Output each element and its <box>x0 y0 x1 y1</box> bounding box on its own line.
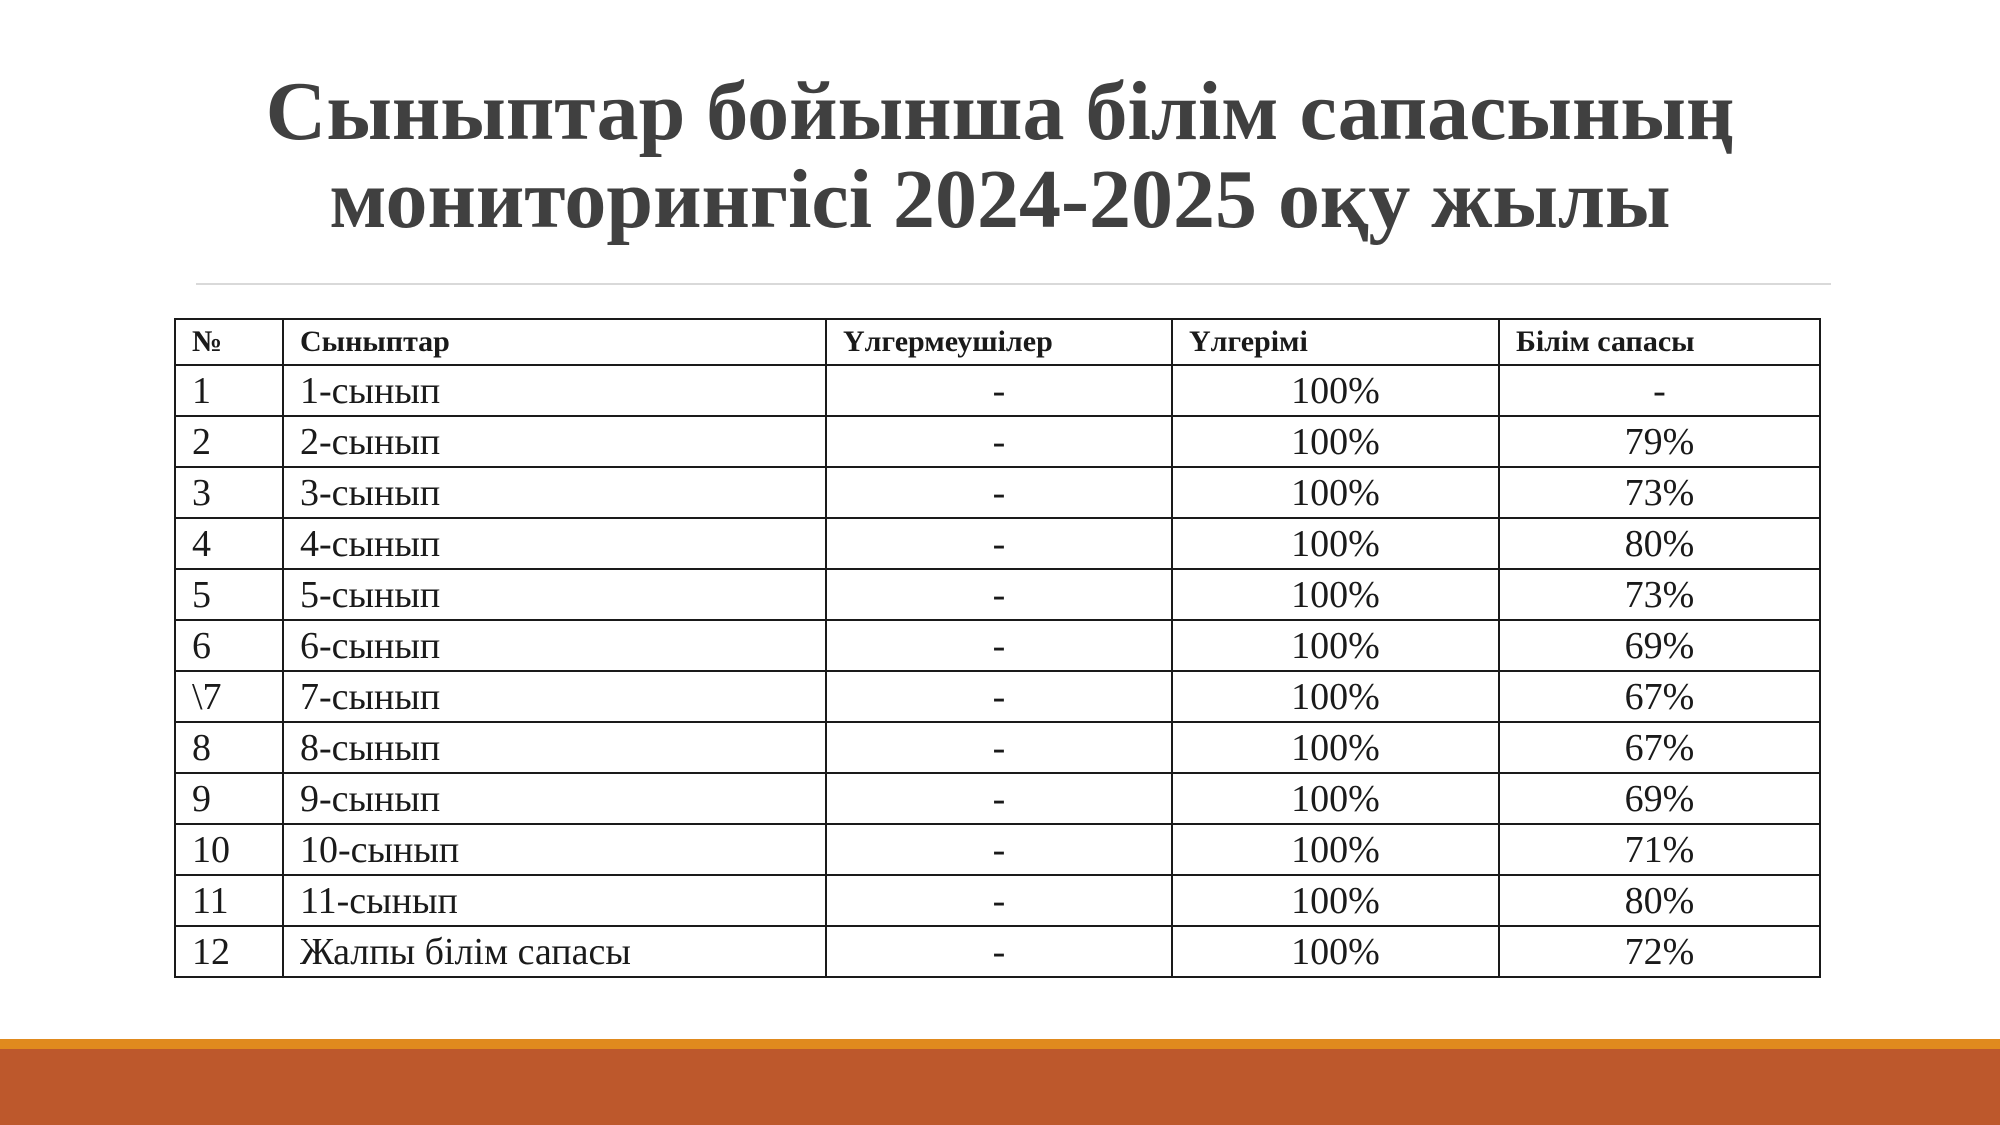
cell-number: 3 <box>175 467 283 518</box>
footer-accent-stripe <box>0 1039 2000 1049</box>
quality-monitoring-table <box>174 318 1821 978</box>
footer-band <box>0 1049 2000 1125</box>
cell-number: \7 <box>175 671 283 722</box>
title-divider <box>196 283 1831 285</box>
slide-title-line-1: Сыныптар бойынша білім сапасының <box>265 65 1735 158</box>
table-row-total <box>175 926 1820 977</box>
cell-quality: 69% <box>1499 620 1820 671</box>
cell-quality: 71% <box>1499 824 1820 875</box>
header-failing: Үлгермеушілер <box>826 319 1172 365</box>
cell-quality: 69% <box>1499 773 1820 824</box>
cell-class: 7-сынып <box>283 671 826 722</box>
cell-number: 4 <box>175 518 283 569</box>
table-row <box>175 773 1820 824</box>
cell-quality: 80% <box>1499 875 1820 926</box>
table-header-row <box>175 319 1820 365</box>
table-row <box>175 467 1820 518</box>
cell-failing: - <box>826 875 1172 926</box>
table-row <box>175 671 1820 722</box>
cell-progress: 100% <box>1172 671 1499 722</box>
cell-number: 11 <box>175 875 283 926</box>
cell-progress: 100% <box>1172 467 1499 518</box>
table-row <box>175 722 1820 773</box>
cell-failing: - <box>826 518 1172 569</box>
slide-title <box>195 65 1805 246</box>
cell-progress: 100% <box>1172 416 1499 467</box>
cell-class: 10-сынып <box>283 824 826 875</box>
cell-failing: - <box>826 569 1172 620</box>
cell-number: 6 <box>175 620 283 671</box>
cell-progress: 100% <box>1172 365 1499 416</box>
cell-quality: 67% <box>1499 671 1820 722</box>
header-classes: Сыныптар <box>283 319 826 365</box>
cell-quality: 79% <box>1499 416 1820 467</box>
cell-progress: 100% <box>1172 569 1499 620</box>
cell-class: Жалпы білім сапасы <box>283 926 826 977</box>
cell-class: 9-сынып <box>283 773 826 824</box>
cell-number: 2 <box>175 416 283 467</box>
cell-progress: 100% <box>1172 824 1499 875</box>
table-row <box>175 365 1820 416</box>
header-quality: Білім сапасы <box>1499 319 1820 365</box>
cell-failing: - <box>826 365 1172 416</box>
cell-quality: 72% <box>1499 926 1820 977</box>
cell-quality: 80% <box>1499 518 1820 569</box>
cell-quality: - <box>1499 365 1820 416</box>
cell-failing: - <box>826 926 1172 977</box>
cell-class: 1-сынып <box>283 365 826 416</box>
cell-class: 5-сынып <box>283 569 826 620</box>
header-progress: Үлгерімі <box>1172 319 1499 365</box>
cell-class: 11-сынып <box>283 875 826 926</box>
cell-number: 12 <box>175 926 283 977</box>
cell-failing: - <box>826 671 1172 722</box>
table-row <box>175 875 1820 926</box>
cell-class: 2-сынып <box>283 416 826 467</box>
table-row <box>175 416 1820 467</box>
cell-progress: 100% <box>1172 518 1499 569</box>
cell-class: 4-сынып <box>283 518 826 569</box>
cell-quality: 73% <box>1499 467 1820 518</box>
table-row <box>175 824 1820 875</box>
cell-class: 8-сынып <box>283 722 826 773</box>
cell-progress: 100% <box>1172 926 1499 977</box>
cell-class: 3-сынып <box>283 467 826 518</box>
cell-number: 1 <box>175 365 283 416</box>
cell-quality: 73% <box>1499 569 1820 620</box>
cell-number: 9 <box>175 773 283 824</box>
cell-failing: - <box>826 620 1172 671</box>
cell-failing: - <box>826 467 1172 518</box>
header-number: № <box>175 319 283 365</box>
cell-class: 6-сынып <box>283 620 826 671</box>
cell-progress: 100% <box>1172 875 1499 926</box>
cell-failing: - <box>826 824 1172 875</box>
cell-failing: - <box>826 773 1172 824</box>
cell-number: 5 <box>175 569 283 620</box>
cell-progress: 100% <box>1172 722 1499 773</box>
cell-progress: 100% <box>1172 620 1499 671</box>
cell-failing: - <box>826 722 1172 773</box>
cell-number: 8 <box>175 722 283 773</box>
cell-quality: 67% <box>1499 722 1820 773</box>
table-row <box>175 620 1820 671</box>
cell-progress: 100% <box>1172 773 1499 824</box>
slide-title-line-2: мониторингісі 2024-2025 оқу жылы <box>329 153 1671 246</box>
cell-number: 10 <box>175 824 283 875</box>
table-row <box>175 518 1820 569</box>
table-row <box>175 569 1820 620</box>
cell-failing: - <box>826 416 1172 467</box>
